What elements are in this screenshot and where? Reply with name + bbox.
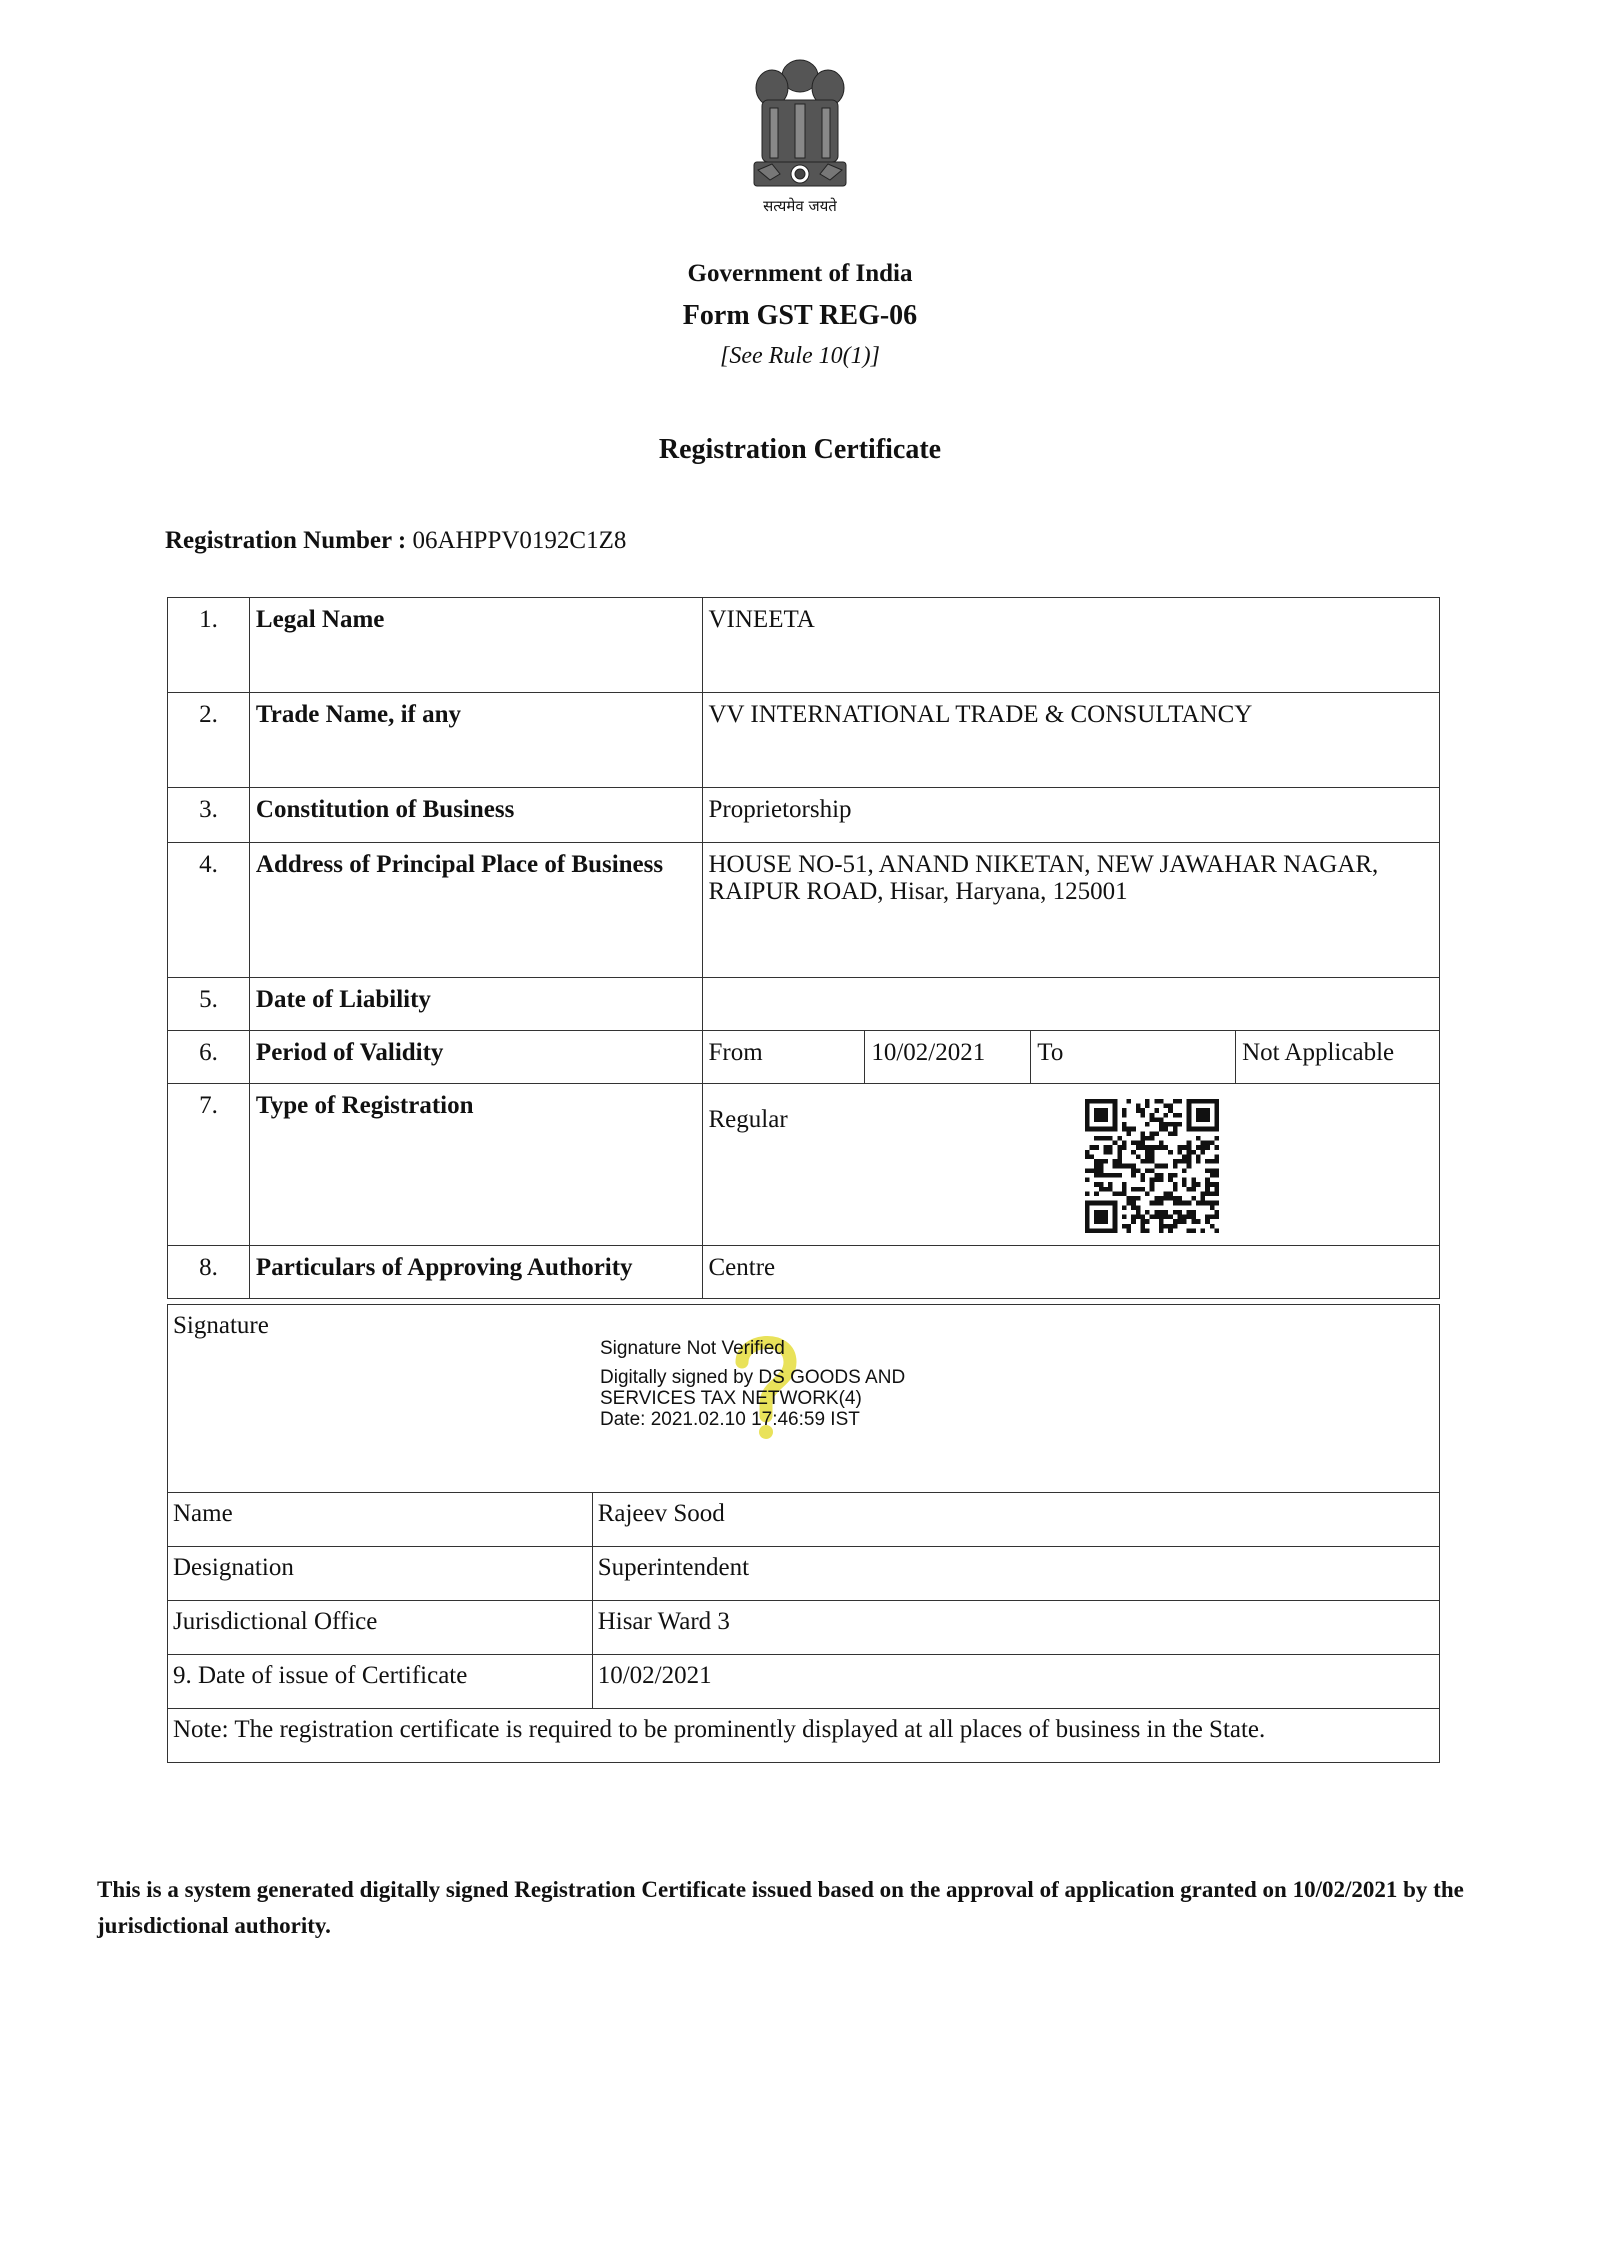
row-number: 3. (168, 788, 250, 843)
name-label: Name (168, 1493, 593, 1547)
row-label: Address of Principal Place of Business (249, 843, 702, 978)
jurisdictional-office-label: Jurisdictional Office (168, 1601, 593, 1655)
validity-from-label: From (702, 1031, 865, 1084)
table-row (168, 1493, 1440, 1547)
emblem-motto: सत्यमेव जयते (763, 197, 837, 215)
rule-reference: [See Rule 10(1)] (720, 343, 880, 369)
registration-number-label: Registration Number : (165, 527, 407, 554)
table-row (168, 788, 1440, 843)
row-number: 8. (168, 1246, 250, 1299)
table-row (168, 693, 1440, 788)
validity-from-value: 10/02/2021 (865, 1031, 1031, 1084)
constitution-value: Proprietorship (702, 788, 1440, 843)
table-row (168, 1084, 1440, 1246)
certificate-title: Registration Certificate (658, 434, 942, 465)
signature-date: Date: 2021.02.10 17:46:59 IST (600, 1409, 860, 1430)
signature-status: Signature Not Verified (600, 1338, 785, 1359)
row-number: 5. (168, 978, 250, 1031)
designation-label: Designation (168, 1547, 593, 1601)
row-label: Constitution of Business (249, 788, 702, 843)
name-value: Rajeev Sood (592, 1493, 1439, 1547)
table-row (168, 1547, 1440, 1601)
date-of-liability-value (702, 978, 1440, 1031)
registration-number-value: 06AHPPV0192C1Z8 (412, 527, 627, 554)
signature-label: Signature (168, 1305, 1440, 1493)
signed-by-line: SERVICES TAX NETWORK(4) (600, 1388, 862, 1409)
row-label: Period of Validity (249, 1031, 702, 1084)
table-row (168, 843, 1440, 978)
table-row (168, 1031, 1440, 1084)
row-label: Date of Liability (249, 978, 702, 1031)
national-emblem-icon (740, 48, 860, 218)
system-generated-footer: This is a system generated digitally signed Registration Certificate issued based on the approval of application granted on 10/02/2021 by the jurisdictional authority. (97, 1877, 1464, 1938)
row-label: Particulars of Approving Authority (249, 1246, 702, 1299)
row-number: 1. (168, 598, 250, 693)
trade-name-value: VV INTERNATIONAL TRADE & CONSULTANCY (702, 693, 1440, 788)
jurisdictional-office-value: Hisar Ward 3 (592, 1601, 1439, 1655)
signed-by-line: Digitally signed by DS GOODS AND (600, 1367, 906, 1388)
registration-number-line (165, 527, 626, 555)
display-note: Note: The registration certificate is required to be prominently displayed at all places of business in the State. (168, 1709, 1440, 1763)
table-row (168, 1709, 1440, 1763)
registration-type-value: Regular (702, 1084, 1440, 1246)
issue-date-label: 9. Date of issue of Certificate (168, 1655, 593, 1709)
registration-details-table (167, 597, 1440, 1299)
row-number: 2. (168, 693, 250, 788)
legal-name-value: VINEETA (702, 598, 1440, 693)
table-row (168, 978, 1440, 1031)
row-number: 7. (168, 1084, 250, 1246)
row-number: 6. (168, 1031, 250, 1084)
digital-signature-block (600, 1338, 905, 1430)
qr-code-icon (1085, 1099, 1219, 1233)
row-label: Type of Registration (249, 1084, 702, 1246)
address-value: HOUSE NO-51, ANAND NIKETAN, NEW JAWAHAR NAGAR, RAIPUR ROAD, Hisar, Haryana, 125001 (702, 843, 1440, 978)
row-label: Legal Name (249, 598, 702, 693)
form-title: Form GST REG-06 (682, 300, 918, 331)
table-row (168, 598, 1440, 693)
designation-value: Superintendent (592, 1547, 1439, 1601)
row-label: Trade Name, if any (249, 693, 702, 788)
approving-authority-value: Centre (702, 1246, 1440, 1299)
validity-to-value: Not Applicable (1236, 1031, 1440, 1084)
government-heading: Government of India (687, 260, 913, 287)
row-number: 4. (168, 843, 250, 978)
validity-to-label: To (1031, 1031, 1236, 1084)
issue-date-value: 10/02/2021 (592, 1655, 1439, 1709)
table-row (168, 1601, 1440, 1655)
table-row (168, 1246, 1440, 1299)
table-row (168, 1655, 1440, 1709)
